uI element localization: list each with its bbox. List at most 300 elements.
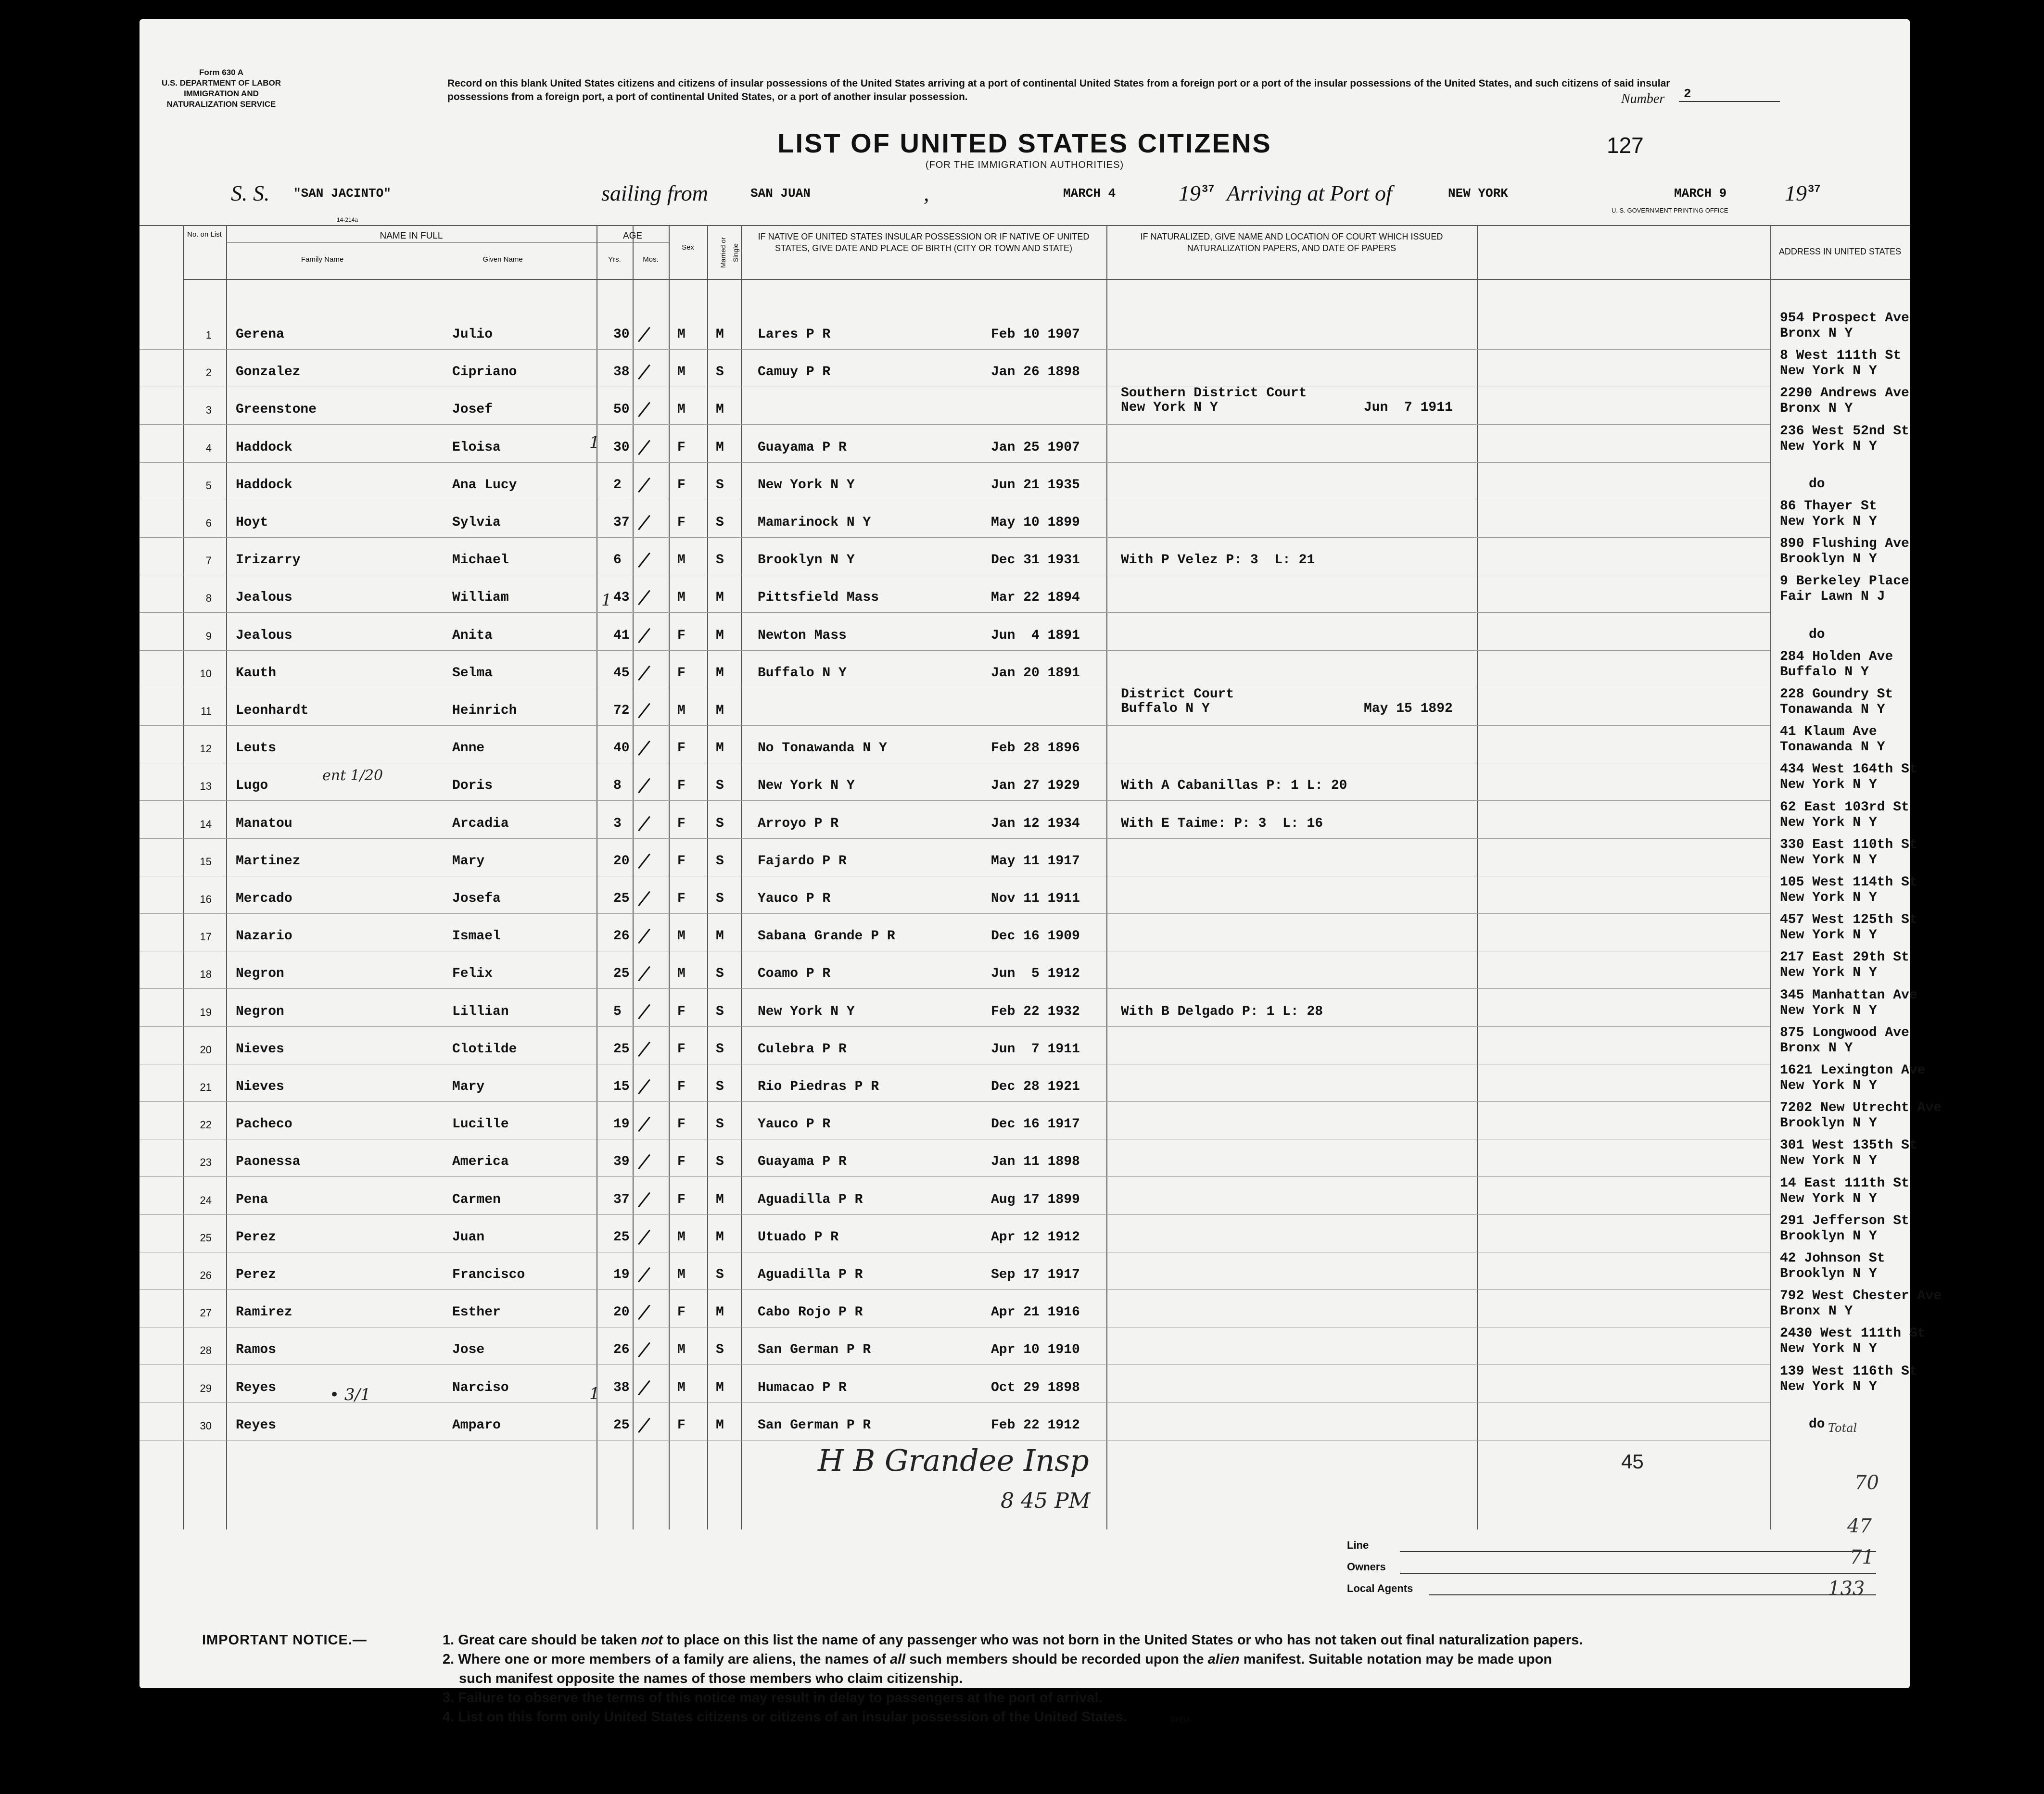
cell-date: Feb 22 1932: [991, 1004, 1080, 1019]
cell-family: Jealous: [236, 628, 292, 643]
age-tick-mark: [638, 1342, 650, 1358]
cell-place: New York N Y: [758, 477, 855, 493]
cell-no: 30: [200, 1419, 212, 1432]
cell-place: Culebra P R: [758, 1041, 847, 1057]
cell-marital: S: [716, 553, 724, 568]
notice-item-3: 3. Failure to observe the terms of this notice may result in delay to passengers at the port of arrival.: [443, 1690, 1103, 1706]
cell-age: 19: [613, 1267, 630, 1282]
cell-marital: M: [716, 628, 724, 643]
cell-sex: F: [677, 628, 686, 643]
cell-addr2: Fair Lawn N J: [1780, 589, 1885, 605]
age-tick-mark: [638, 440, 650, 455]
cell-no: 3: [205, 404, 212, 417]
cell-place: Aguadilla P R: [758, 1267, 863, 1282]
row-rule: [140, 1289, 1770, 1290]
cell-no: 19: [200, 1006, 212, 1018]
cell-sex: F: [677, 1079, 686, 1094]
cell-addr2: New York N Y: [1780, 1341, 1877, 1357]
cell-natdate: Jun 7 1911: [1364, 400, 1453, 416]
cell-marital: S: [716, 816, 724, 831]
cell-place: New York N Y: [758, 1004, 855, 1019]
cell-family: Greenstone: [236, 402, 317, 417]
cell-family: Perez: [236, 1267, 277, 1282]
form-number: Form 630 A: [199, 68, 243, 77]
cell-addr1: 9 Berkeley Place: [1780, 574, 1909, 589]
col-header-no: No. on List: [187, 230, 222, 239]
cell-marital: S: [716, 1079, 724, 1094]
cell-sex: M: [677, 402, 686, 417]
cell-age: 30: [613, 327, 630, 342]
col-header-naturalization: IF NATURALIZED, GIVE NAME AND LOCATION OF COURT WHICH ISSUED NATURALIZATION PAPERS, AND DATE OF PAPERS: [1140, 232, 1443, 253]
cell-no: 22: [200, 1119, 212, 1131]
cell-marital: S: [716, 1154, 724, 1170]
cell-no: 25: [200, 1231, 212, 1244]
cell-sex: F: [677, 778, 686, 794]
cell-marital: S: [716, 515, 724, 530]
cell-given: Heinrich: [452, 703, 517, 718]
cell-age: 26: [613, 929, 630, 944]
arrival-port: NEW YORK: [1448, 186, 1508, 201]
cell-place: Guayama P R: [758, 440, 847, 455]
age-tick-mark: [638, 402, 650, 417]
notice-item-4: 4. List on this form only United States citizens or citizens of an insular possession of the United States. 14-214: [443, 1709, 1190, 1725]
cell-date: Feb 22 1912: [991, 1417, 1080, 1433]
notice-lead: IMPORTANT NOTICE.—: [202, 1632, 367, 1648]
cell-marital: M: [716, 1229, 724, 1245]
cell-addr1: 792 West Chester Ave: [1780, 1289, 1942, 1304]
cell-addr2: New York N Y: [1780, 439, 1877, 454]
col-rule: [183, 226, 184, 1529]
cell-addr1: 284 Holden Ave: [1780, 649, 1893, 664]
cell-date: Jan 20 1891: [991, 665, 1080, 681]
cell-addr1: 434 West 164th St: [1780, 762, 1917, 777]
cell-family: Reyes: [236, 1380, 277, 1395]
cell-addr1: 875 Longwood Ave: [1780, 1025, 1909, 1040]
cell-addr2: Brooklyn N Y: [1780, 1266, 1877, 1281]
cell-family: Perez: [236, 1229, 277, 1245]
cell-addr1: 139 West 116th St: [1780, 1364, 1917, 1379]
cell-sex: F: [677, 853, 686, 869]
col-header-mos: Mos.: [643, 255, 659, 264]
cell-sex: M: [677, 590, 686, 606]
cell-age: 30: [613, 440, 630, 455]
cell-sex: M: [677, 1229, 686, 1245]
age-tick-mark: [638, 1004, 650, 1019]
cell-given: Narciso: [452, 1380, 509, 1395]
arrival-date: MARCH 9: [1674, 186, 1727, 201]
cell-sex: F: [677, 891, 686, 906]
cell-nat: With P Velez P: 3 L: 21: [1121, 553, 1315, 568]
cell-no: 1: [205, 329, 212, 341]
cell-marital: M: [716, 929, 724, 944]
col-rule: [741, 226, 742, 1529]
age-tick-mark: [638, 1417, 650, 1433]
cell-family: Ramirez: [236, 1305, 292, 1320]
cell-age: 38: [613, 1380, 630, 1395]
agents-rule: [1429, 1594, 1876, 1595]
row-rule: [140, 462, 1770, 463]
cell-no: 5: [205, 479, 212, 492]
right-total-label: Total: [1828, 1421, 1857, 1435]
cell-place: Arroyo P R: [758, 816, 839, 831]
cell-sex: F: [677, 1305, 686, 1320]
cell-given: Cipriano: [452, 365, 517, 380]
cell-place: Buffalo N Y: [758, 665, 847, 681]
cell-addr1: 236 West 52nd St: [1780, 423, 1909, 439]
cell-given: Jose: [452, 1342, 485, 1358]
cell-given: Felix: [452, 966, 493, 982]
cell-sex: M: [677, 365, 686, 380]
age-tick-mark: [638, 703, 650, 719]
cell-no: 15: [200, 855, 212, 868]
header-bottom-rule: [183, 279, 1910, 280]
cell-addr1: 1621 Lexington Ave: [1780, 1063, 1926, 1078]
cell-no: 6: [205, 517, 212, 529]
cell-given: Doris: [452, 778, 493, 794]
cell-age: 25: [613, 966, 630, 982]
cell-nat2: New York N Y: [1121, 400, 1218, 416]
cell-sex: M: [677, 703, 686, 718]
cell-given: Anne: [452, 741, 485, 756]
page-subtitle: (FOR THE IMMIGRATION AUTHORITIES): [925, 160, 1124, 170]
list-number: 2: [1679, 87, 1780, 102]
cell-marital: S: [716, 1342, 724, 1358]
notice-item-1: 1. Great care should be taken not to place on this list the name of any passenger who was not born in the United States or who has not taken out final naturalization papers.: [443, 1632, 1583, 1648]
cell-nat: With A Cabanillas P: 1 L: 20: [1121, 778, 1347, 794]
table-top-rule: [140, 225, 1910, 226]
cell-no: 12: [200, 743, 212, 755]
cell-sex: M: [677, 1267, 686, 1282]
total-count: 45: [1621, 1450, 1644, 1473]
cell-nat: Southern District Court: [1121, 386, 1307, 401]
cell-place: Brooklyn N Y: [758, 553, 855, 568]
cell-family: Haddock: [236, 440, 292, 455]
cell-addr2: New York N Y: [1780, 514, 1877, 529]
cell-date: Sep 17 1917: [991, 1267, 1080, 1282]
cell-addr2: New York N Y: [1780, 1153, 1877, 1169]
cell-place: Fajardo P R: [758, 853, 847, 869]
cell-family: Leuts: [236, 741, 277, 756]
cell-place: No Tonawanda N Y: [758, 741, 887, 756]
cell-addr2: Brooklyn N Y: [1780, 552, 1877, 567]
cell-given: Julio: [452, 327, 493, 342]
col-header-marital: Married or Single: [719, 237, 739, 268]
cell-given: Josef: [452, 402, 493, 417]
age-tick-mark: [638, 1041, 650, 1057]
age-tick-mark: [638, 966, 650, 982]
cell-no: 26: [200, 1269, 212, 1281]
cell-addr2: New York N Y: [1780, 1191, 1877, 1206]
cell-place: Sabana Grande P R: [758, 929, 895, 944]
cell-nat2: Buffalo N Y: [1121, 701, 1210, 716]
right-number: 71: [1850, 1546, 1874, 1568]
col-rule: [633, 226, 634, 1529]
cell-place: Guayama P R: [758, 1154, 847, 1170]
cell-age: 39: [613, 1154, 630, 1170]
signature-time: 8 45 PM: [1001, 1489, 1091, 1513]
cell-date: Jun 5 1912: [991, 966, 1080, 982]
cell-given: Sylvia: [452, 515, 501, 530]
cell-age: 20: [613, 1305, 630, 1320]
col-rule: [226, 226, 227, 1529]
age-tick-mark: [638, 365, 650, 380]
cell-given: Juan: [452, 1229, 485, 1245]
cell-family: Nazario: [236, 929, 292, 944]
margin-note-13: ent 1/20: [322, 767, 383, 784]
cell-family: Gerena: [236, 327, 284, 342]
age-tick-mark: [638, 891, 650, 907]
cell-no: 8: [205, 592, 212, 605]
cell-sex: F: [677, 440, 686, 455]
cell-marital: M: [716, 665, 724, 681]
cell-given: Esther: [452, 1305, 501, 1320]
age-tick-mark: [638, 665, 650, 681]
sailing-year-prefix: 19: [1179, 181, 1201, 205]
cell-addr1: 457 West 125th St: [1780, 912, 1917, 928]
col-header-age: AGE: [597, 230, 669, 243]
binder-hole: [89, 803, 116, 830]
age-tick-mark: [638, 741, 650, 756]
cell-marital: S: [716, 477, 724, 493]
cell-addr2: do: [1809, 476, 1825, 492]
cell-family: Martinez: [236, 853, 301, 869]
owners-label: Owners: [1347, 1561, 1386, 1573]
tick-mark-row-29: 1: [589, 1384, 600, 1403]
cell-addr2: Bronx N Y: [1780, 1304, 1853, 1319]
tick-mark-row-8: 1: [601, 591, 612, 610]
department-name: U.S. DEPARTMENT OF LABOR: [161, 78, 281, 88]
binder-hole: [89, 553, 116, 580]
age-tick-mark: [638, 1117, 650, 1132]
cell-date: Oct 29 1898: [991, 1380, 1080, 1395]
tick-mark-row-4: 1: [589, 433, 600, 452]
cell-given: Ana Lucy: [452, 477, 517, 493]
row-rule: [140, 913, 1770, 914]
cell-date: Nov 11 1911: [991, 891, 1080, 906]
cell-no: 27: [200, 1307, 212, 1319]
binder-hole: [89, 1150, 116, 1176]
cell-no: 18: [200, 968, 212, 981]
service-name-line2: NATURALIZATION SERVICE: [166, 100, 276, 109]
cell-given: Eloisa: [452, 440, 501, 455]
cell-marital: M: [716, 1305, 724, 1320]
cell-family: Ramos: [236, 1342, 277, 1358]
cell-marital: S: [716, 365, 724, 380]
cell-no: 11: [201, 705, 212, 717]
cell-age: 25: [613, 891, 630, 906]
cell-family: Pacheco: [236, 1117, 292, 1132]
cell-family: Reyes: [236, 1417, 277, 1433]
voyage-line: [231, 180, 1886, 209]
cell-sex: F: [677, 1041, 686, 1057]
cell-marital: M: [716, 1417, 724, 1433]
cell-family: Gonzalez: [236, 365, 301, 380]
cell-age: 19: [613, 1117, 630, 1132]
cell-addr1: 217 East 29th St: [1780, 950, 1909, 965]
age-tick-mark: [638, 590, 650, 606]
cell-age: 37: [613, 1192, 630, 1207]
cell-addr1: 86 Thayer St: [1780, 499, 1877, 514]
cell-family: Jealous: [236, 590, 292, 606]
cell-marital: S: [716, 1041, 724, 1057]
cell-no: 10: [200, 667, 212, 680]
col-header-name: NAME IN FULL: [226, 230, 597, 243]
number-label: Number: [1621, 91, 1665, 106]
cell-addr1: 890 Flushing Ave: [1780, 536, 1909, 552]
cell-marital: M: [716, 1192, 724, 1207]
age-tick-mark: [638, 477, 650, 493]
cell-marital: M: [716, 590, 724, 606]
cell-family: Lugo: [236, 778, 268, 794]
cell-date: Apr 10 1910: [991, 1342, 1080, 1358]
cell-addr2: Buffalo N Y: [1780, 664, 1869, 680]
cell-date: Apr 12 1912: [991, 1229, 1080, 1245]
cell-date: Aug 17 1899: [991, 1192, 1080, 1207]
sailing-year: 37: [1202, 183, 1215, 195]
cell-family: Hoyt: [236, 515, 268, 530]
cell-date: Jun 21 1935: [991, 477, 1080, 493]
cell-sex: F: [677, 515, 686, 530]
sailing-from-label: sailing from: [601, 181, 708, 205]
cell-marital: M: [716, 327, 724, 342]
cell-addr1: 345 Manhattan Ave: [1780, 987, 1917, 1003]
age-tick-mark: [638, 853, 650, 869]
cell-given: William: [452, 590, 509, 606]
cell-nat: District Court: [1121, 687, 1234, 702]
cell-family: Manatou: [236, 816, 292, 831]
cell-family: Irizarry: [236, 553, 301, 568]
row-rule: [140, 424, 1770, 425]
col-rule: [669, 226, 670, 1529]
row-rule: [140, 1402, 1770, 1403]
record-instructions: Record on this blank United States citizens and citizens of insular possessions of the United States arriving at a port of continental United States from a foreign port or a port of the insular possessions of the United States, and such citizens of said insular possessions from a foreign port, a port of continental United States, or a port of another insular possession.: [447, 78, 1670, 102]
cell-family: Negron: [236, 966, 284, 982]
cell-family: Kauth: [236, 665, 277, 681]
cell-age: 25: [613, 1229, 630, 1245]
cell-place: Yauco P R: [758, 891, 831, 906]
cell-addr1: 105 West 114th St: [1780, 875, 1917, 890]
col-rule: [707, 226, 708, 1529]
cell-sex: F: [677, 741, 686, 756]
cell-place: Mamarinock N Y: [758, 515, 871, 530]
cell-date: May 10 1899: [991, 515, 1080, 530]
cell-addr2: Bronx N Y: [1780, 1040, 1853, 1056]
cell-sex: M: [677, 1380, 686, 1395]
notice-item-2: 2. Where one or more members of a family are aliens, the names of all such members should be recorded upon the alien manifest. Suitable notation may be made upon: [443, 1652, 1552, 1667]
cell-family: Nieves: [236, 1041, 284, 1057]
row-rule: [140, 1364, 1770, 1365]
printing-office-mark: U. S. GOVERNMENT PRINTING OFFICE: [1612, 207, 1728, 214]
binder-hole: [89, 1554, 116, 1580]
cell-date: Dec 16 1917: [991, 1117, 1080, 1132]
inspector-signature: H B Grandee Insp: [818, 1443, 1089, 1478]
cell-age: 25: [613, 1417, 630, 1433]
cell-age: 15: [613, 1079, 630, 1094]
cell-given: America: [452, 1154, 509, 1170]
cell-place: Rio Piedras P R: [758, 1079, 879, 1094]
cell-marital: S: [716, 1117, 724, 1132]
binder-hole: [89, 1477, 116, 1503]
cell-addr2: New York N Y: [1780, 1078, 1877, 1093]
cell-given: Mary: [452, 853, 485, 869]
age-tick-mark: [638, 1079, 650, 1095]
cell-addr2: New York N Y: [1780, 1379, 1877, 1394]
cell-addr2: Brooklyn N Y: [1780, 1116, 1877, 1131]
cell-marital: S: [716, 1004, 724, 1019]
cell-addr2: New York N Y: [1780, 928, 1877, 943]
line-rule: [1400, 1551, 1876, 1552]
cell-addr2: Brooklyn N Y: [1780, 1228, 1877, 1244]
cell-age: 5: [613, 1004, 622, 1019]
ss-label: S. S.: [231, 181, 270, 205]
cell-no: 9: [205, 630, 212, 642]
cell-no: 4: [205, 442, 212, 454]
age-tick-mark: [638, 628, 650, 643]
cell-addr1: 2430 West 111th St: [1780, 1326, 1926, 1341]
cell-date: Dec 28 1921: [991, 1079, 1080, 1094]
age-tick-mark: [638, 778, 650, 794]
stamped-page-number: 127: [1607, 133, 1644, 158]
cell-sex: F: [677, 1004, 686, 1019]
cell-family: Leonhardt: [236, 703, 309, 718]
cell-addr1: 7202 New Utrecht Ave: [1780, 1100, 1942, 1116]
cell-place: Humacao P R: [758, 1380, 847, 1395]
cell-marital: M: [716, 402, 724, 417]
cell-addr2: New York N Y: [1780, 1003, 1877, 1018]
cell-date: Jan 25 1907: [991, 440, 1080, 455]
col-header-address: ADDRESS IN UNITED STATES: [1778, 247, 1902, 256]
col-header-sex: Sex: [682, 243, 694, 252]
cell-date: Jan 27 1929: [991, 778, 1080, 794]
cell-place: Yauco P R: [758, 1117, 831, 1132]
cell-place: Lares P R: [758, 327, 831, 342]
cell-sex: M: [677, 553, 686, 568]
cell-addr2: Bronx N Y: [1780, 326, 1853, 341]
cell-addr1: 330 East 110th St: [1780, 837, 1917, 852]
cell-no: 2: [205, 366, 212, 379]
cell-no: 17: [200, 931, 212, 943]
cell-family: Paonessa: [236, 1154, 301, 1170]
arriving-label: Arriving at Port of: [1227, 181, 1392, 205]
cell-sex: M: [677, 929, 686, 944]
binder-hole: [89, 226, 116, 253]
cell-given: Josefa: [452, 891, 501, 906]
row-rule: [140, 537, 1770, 538]
cell-sex: F: [677, 1417, 686, 1433]
cell-age: 8: [613, 778, 622, 794]
arrival-year-prefix: 19: [1785, 181, 1807, 205]
cell-age: 43: [613, 590, 630, 606]
cell-given: Selma: [452, 665, 493, 681]
cell-place: San German P R: [758, 1342, 871, 1358]
cell-given: Lillian: [452, 1004, 509, 1019]
right-number: 133: [1828, 1578, 1865, 1600]
cell-marital: S: [716, 778, 724, 794]
cell-place: Camuy P R: [758, 365, 831, 380]
form-identifier: [154, 67, 289, 110]
row-rule: [140, 800, 1770, 801]
cell-given: Anita: [452, 628, 493, 643]
age-tick-mark: [638, 515, 650, 531]
cell-no: 20: [200, 1043, 212, 1056]
cell-given: Ismael: [452, 929, 501, 944]
cell-no: 16: [200, 893, 212, 905]
owners-rule: [1400, 1573, 1876, 1574]
cell-addr2: New York N Y: [1780, 815, 1877, 830]
age-tick-mark: [638, 1192, 650, 1207]
cell-marital: M: [716, 1380, 724, 1395]
cell-nat: With E Taime: P: 3 L: 16: [1121, 816, 1323, 831]
